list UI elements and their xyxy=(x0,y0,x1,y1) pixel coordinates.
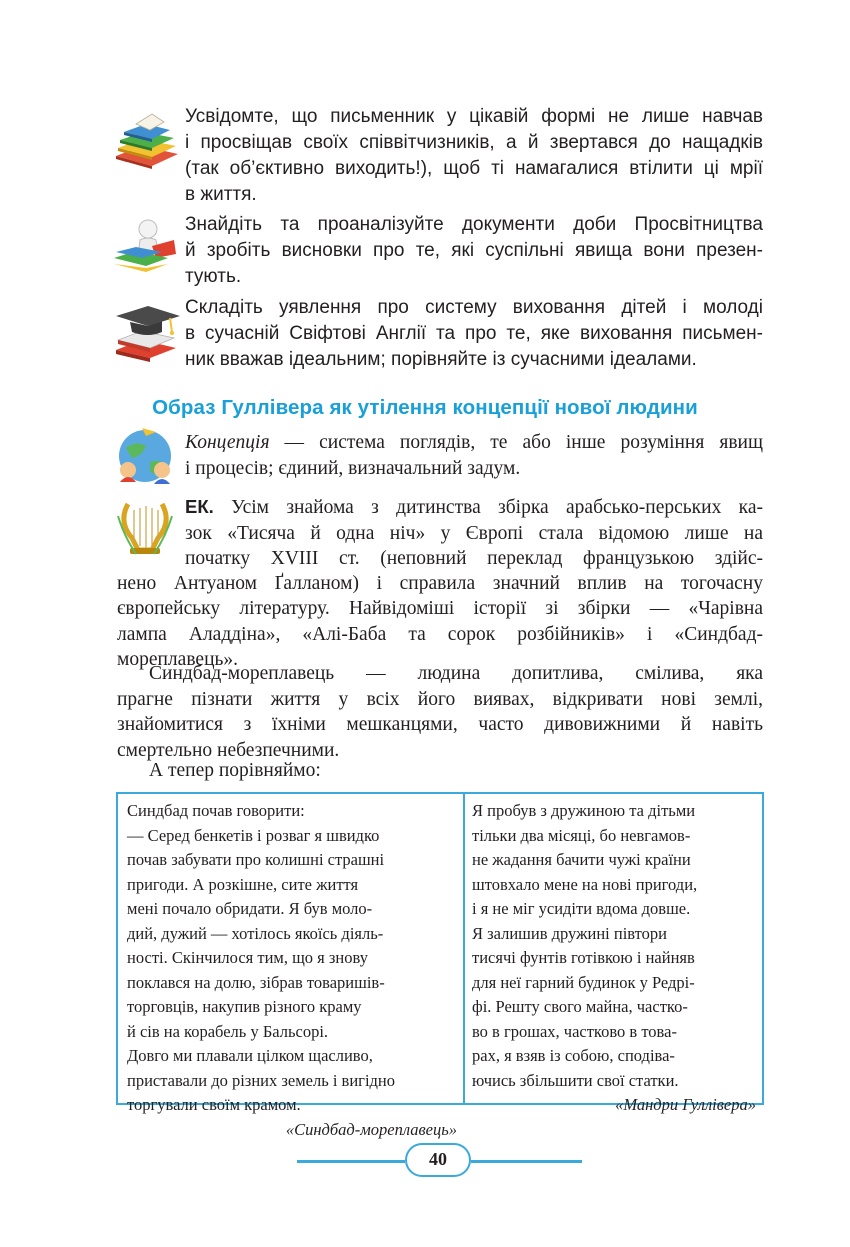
quote-source: «Мандри Гуллівера» xyxy=(615,1095,756,1114)
quote-line: Я залишив дружині півтори xyxy=(472,923,667,943)
definition xyxy=(185,430,763,481)
task-3-line: в сучасній Свіфтові Англії та про те, яке виховання письмен- xyxy=(185,323,763,344)
paragraph-line: смертельно небезпечними. xyxy=(117,739,340,761)
task-3 xyxy=(185,295,763,373)
quote-line: почав забувати про колишні страшні xyxy=(127,850,385,869)
definition-text-line: і процесів; єдиний, визначальний задум. xyxy=(185,457,521,479)
task-1-line: в життя. xyxy=(185,184,257,205)
task-1 xyxy=(185,104,763,208)
quote-line: тисячі фунтів готівкою і найняв xyxy=(472,948,695,967)
graduation-cap-books-icon xyxy=(112,300,182,367)
quote-line: фі. Решту свого майна, частко- xyxy=(472,997,688,1016)
ek-line: зок «Тисяча й одна ніч» у Європі стала відомою лише на xyxy=(185,522,763,544)
quote-line: торговців, накупив різного краму xyxy=(127,997,362,1016)
quote-line: рах, я взяв із собою, сподіва- xyxy=(472,1046,675,1065)
quote-line: пригоди. А розкішне, сите життя xyxy=(127,874,359,894)
page-number-rule-right xyxy=(471,1160,582,1163)
ek-line: початку XVIII ст. (неповний переклад французькою здійс- xyxy=(185,548,763,569)
task-2-line: тують. xyxy=(185,266,242,287)
paragraph-line: прагне пізнати життя у всіх його виявах, відкривати нові землі, xyxy=(117,688,763,710)
page-number-rule-left xyxy=(297,1160,405,1163)
quote-line: торгували своїм крамом. xyxy=(127,1095,301,1114)
ek-text: Усім знайома з дитинства збірка арабсько-перських ка- xyxy=(213,497,763,518)
quote-line: для неї гарний будинок у Редрі- xyxy=(472,972,695,992)
quote-line: Синдбад почав говорити: xyxy=(127,801,305,820)
ek-line: мореплавець». xyxy=(117,649,239,670)
quote-line: Довго ми плавали цілком щасливо, xyxy=(127,1046,373,1065)
ek-label: ЕК. xyxy=(185,496,214,517)
globe-children-icon xyxy=(112,426,178,495)
quote-line: поклався на долю, зібрав товаришів- xyxy=(127,972,385,992)
task-2-line: й зробіть висновки про те, які суспільні явища вони презен- xyxy=(185,240,763,261)
quote-line: не жадання бачити чужі країни xyxy=(472,850,691,869)
ek-block-bottom xyxy=(117,571,763,673)
paragraph-line: Синдбад-мореплавець — людина допитлива, смілива, яка xyxy=(149,663,763,684)
section-heading: Образ Гуллівера як утілення концепції нової людини xyxy=(152,396,698,419)
definition-text: — система поглядів, те або інше розуміння явищ xyxy=(269,432,763,453)
lyre-icon xyxy=(114,496,176,567)
ek-block-top xyxy=(185,494,763,572)
quote-line: мені почало обридати. Я був моло- xyxy=(127,899,373,918)
quote-line: тільки два місяці, бо невгамов- xyxy=(472,825,691,845)
quote-source: «Синдбад-мореплавець» xyxy=(285,1119,457,1139)
quote-line: Я пробув з дружиною та дітьми xyxy=(472,801,696,820)
definition-term: Концепція xyxy=(185,432,270,453)
stack-of-books-icon xyxy=(112,110,180,175)
task-2 xyxy=(185,212,763,290)
quote-line: — Серед бенкетів і розваг я швидко xyxy=(127,825,380,845)
paragraph-line: знайомитися з їхніми мешканцями, часто дивовижними й навіть xyxy=(117,714,763,735)
compare-intro: А тепер порівняймо: xyxy=(149,760,321,781)
task-2-line: Знайдіть та проаналізуйте документи доби Просвітництва xyxy=(185,214,763,235)
comparison-table xyxy=(116,792,764,1139)
quote-line: ючись збільшити свої статки. xyxy=(472,1070,679,1090)
task-3-line: Складіть уявлення про систему виховання дітей і молоді xyxy=(185,297,763,318)
quote-line: во в грошах, частково в това- xyxy=(472,1021,677,1041)
sindbad-quote xyxy=(127,799,457,1142)
quote-line: дий, дужий — хотілось якоїсь діяль- xyxy=(127,923,384,943)
column-divider xyxy=(463,794,465,1103)
quote-line: штовхало мене на нові пригоди, xyxy=(472,874,698,894)
task-1-line: і просвіщав своїх співвітчизників, а й звертався до нащадків xyxy=(185,132,763,153)
ek-line: лампа Аладдіна», «Алі-Баба та сорок розбійників» і «Синдбад- xyxy=(117,623,763,645)
quote-line: й сів на корабель у Бальсорі. xyxy=(127,1021,329,1041)
ek-line: нено Антуаном Ґалланом) і справила значний вплив на тогочасну xyxy=(117,572,763,594)
task-1-line: (так об’єктивно виходить!), щоб ті намагалися втілити ці мрії xyxy=(185,158,763,179)
task-3-line: ник вважав ідеальним; порівняйте із сучасними ідеалами. xyxy=(185,349,697,370)
reading-figure-icon xyxy=(112,218,182,279)
ek-line: європейську літературу. Найвідоміші історії зі збірки — «Чарівна xyxy=(117,598,763,619)
page-number: 40 xyxy=(405,1143,471,1177)
quote-line: ності. Скінчилося тим, що я знову xyxy=(127,948,368,967)
quote-line: і я не міг усидіти вдома довше. xyxy=(472,899,691,918)
gulliver-quote xyxy=(472,799,756,1118)
task-1-line: Усвідомте, що письменник у цікавій формі не лише навчав xyxy=(185,106,763,127)
sindbad-paragraph xyxy=(117,661,763,763)
quote-line: приставали до різних земель і вигідно xyxy=(127,1070,396,1090)
